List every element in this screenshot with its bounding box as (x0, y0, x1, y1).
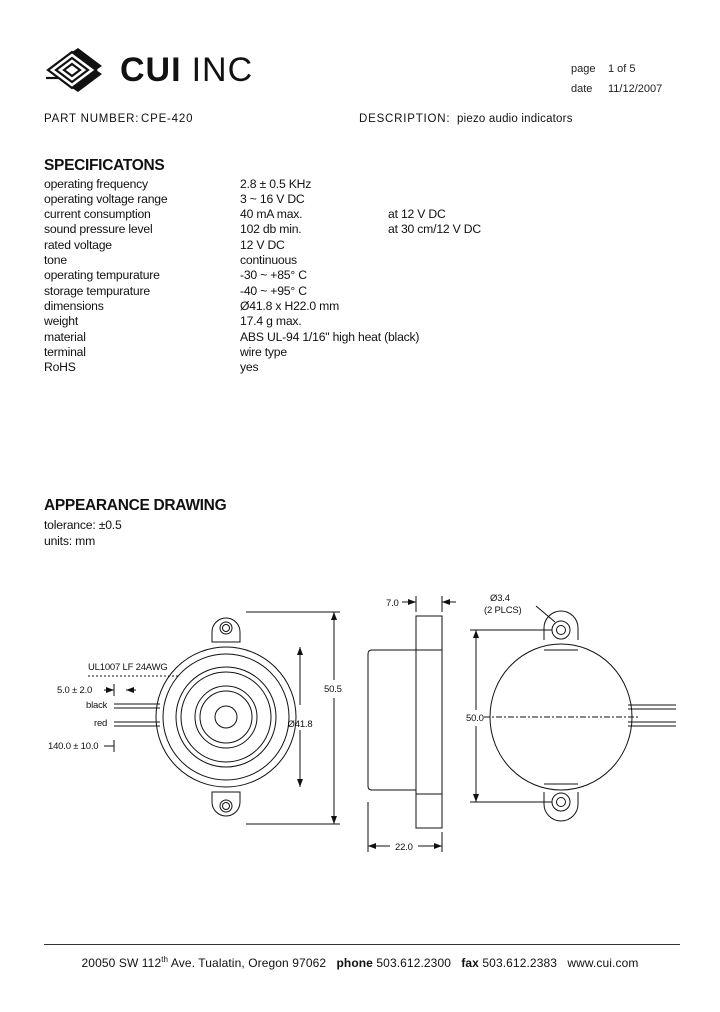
units-text: units: mm (44, 534, 96, 548)
cui-logo-mark (44, 48, 124, 92)
company-logo-text (120, 50, 253, 90)
spec-value: ABS UL-94 1/16" high heat (black) (240, 330, 420, 344)
side-view (368, 616, 442, 828)
footer-website-link[interactable]: www.cui.com (567, 956, 639, 970)
footer-address-post: Ave. Tualatin, Oregon 97062 (168, 956, 327, 970)
spec-value: 17.4 g max. (240, 314, 302, 328)
appearance-drawing (0, 580, 720, 860)
spec-value: Ø41.8 x H22.0 mm (240, 299, 340, 313)
spec-name: RoHS (44, 360, 76, 374)
flange-dim: 7.0 (386, 598, 399, 609)
spec-value: continuous (240, 253, 297, 267)
spec-value: wire type (240, 345, 287, 359)
spec-name: operating tempurature (44, 268, 160, 282)
spec-name: operating voltage range (44, 192, 168, 206)
spec-value: 40 mA max. (240, 207, 303, 221)
spec-value: 102 db min. (240, 222, 302, 236)
part-number-value: CPE-420 (141, 113, 194, 125)
spec-name: operating frequency (44, 177, 148, 191)
footer (0, 955, 720, 970)
spec-name: material (44, 330, 86, 344)
front-view (156, 618, 296, 816)
spec-note: at 30 cm/12 V DC (388, 222, 481, 236)
spec-note: at 12 V DC (388, 207, 446, 221)
spec-value: 2.8 ± 0.5 KHz (240, 177, 312, 191)
brand-light: INC (191, 51, 254, 89)
span-dim: 50.0 (466, 713, 484, 724)
tolerance-text: tolerance: ±0.5 (44, 518, 122, 532)
spec-name: weight (44, 314, 79, 328)
spec-name: storage tempurature (44, 284, 150, 298)
appearance-title: APPEARANCE DRAWING (44, 497, 227, 514)
diameter-dim: Ø41.8 (287, 719, 313, 730)
page-value: 1 of 5 (608, 63, 636, 75)
spec-name: terminal (44, 345, 86, 359)
spec-name: sound pressure level (44, 222, 153, 236)
spec-value: -30 ~ +85° C (240, 268, 307, 282)
footer-address-sup: th (161, 955, 169, 964)
spec-value: 3 ~ 16 V DC (240, 192, 305, 206)
black-wire-label: black (86, 700, 108, 711)
spec-name: current consumption (44, 207, 151, 221)
spec-name: tone (44, 253, 67, 267)
footer-fax-value: 503.612.2383 (482, 956, 558, 970)
back-view (484, 611, 676, 821)
height-dim: 50.5 (324, 684, 342, 695)
lead-length-dim: 140.0 ± 10.0 (48, 741, 99, 752)
footer-address-pre: 20050 SW 112 (81, 956, 162, 970)
spec-value: yes (240, 360, 259, 374)
date-value: 11/12/2007 (608, 83, 663, 95)
date-label: date (571, 83, 593, 95)
spec-name: dimensions (44, 299, 104, 313)
brand-bold: CUI (120, 51, 182, 89)
footer-phone-label: phone (336, 956, 373, 970)
part-number-label: PART NUMBER: (44, 113, 140, 125)
depth-dim: 22.0 (395, 842, 413, 853)
spec-name: rated voltage (44, 238, 112, 252)
red-wire-label: red (94, 718, 108, 729)
hole-dim: Ø3.4 (490, 593, 510, 604)
description-label: DESCRIPTION: (359, 113, 451, 125)
wire-label: UL1007 LF 24AWG (88, 662, 168, 673)
strip-length-dim: 5.0 ± 2.0 (57, 685, 93, 696)
page-label: page (571, 63, 596, 75)
description-value: piezo audio indicators (457, 113, 573, 125)
specs-title: SPECIFICATONS (44, 157, 165, 174)
footer-phone-value: 503.612.2300 (376, 956, 451, 970)
hole-count: (2 PLCS) (484, 605, 522, 616)
spec-value: -40 ~ +95° C (240, 284, 307, 298)
footer-divider (44, 944, 680, 945)
spec-value: 12 V DC (240, 238, 285, 252)
footer-fax-label: fax (461, 956, 479, 970)
